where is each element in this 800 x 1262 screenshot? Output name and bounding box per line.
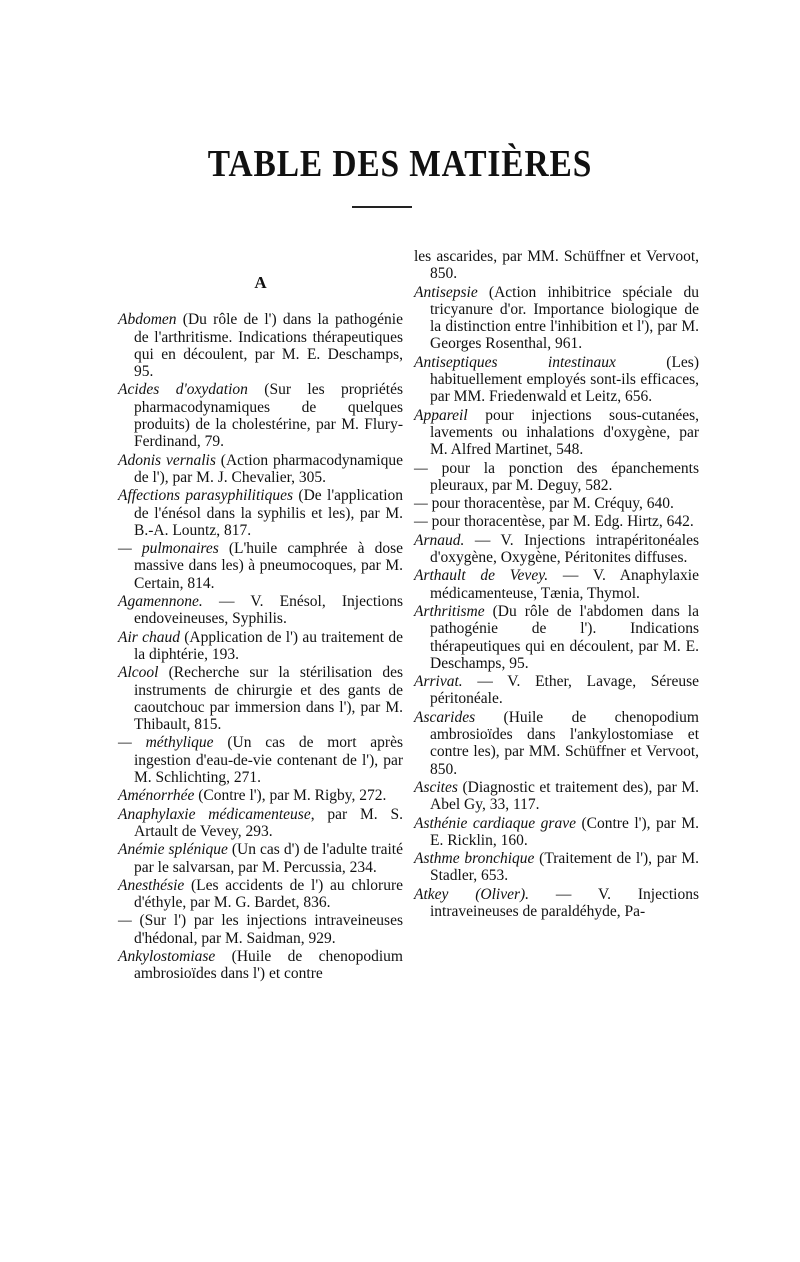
- entry-keyword: Appareil: [414, 406, 468, 424]
- index-entry: [414, 673, 699, 708]
- page-title: TABLE DES MATIÈRES: [207, 143, 593, 185]
- left-entries: [118, 311, 403, 982]
- entry-text: pour injections sous-cutanées, lavements ou inhalations d'oxygène, par M. Alfred Martinet, 548.: [430, 406, 699, 459]
- entry-text: (Contre l'), par M. E. Ricklin, 160.: [430, 814, 699, 849]
- entry-keyword: Atkey (Oliver).: [414, 885, 530, 903]
- index-entry: [118, 452, 403, 487]
- entry-text: (Du rôle de l') dans la pathogénie de l'arthritisme. Indications thérapeutiques qui en découlent, par M. E. Deschamps, 95.: [134, 311, 403, 381]
- entry-text: — V. Enésol, Injections endoveineuses, Syphilis.: [134, 593, 403, 628]
- entry-keyword: Acides d'oxydation: [118, 381, 248, 399]
- index-entry: [118, 629, 403, 664]
- entry-text: (Action pharmacodynamique de l'), par M. J. Chevalier, 305.: [134, 451, 403, 486]
- title-rule: [352, 206, 412, 208]
- index-entry: [414, 779, 699, 814]
- entry-text: (Diagnostic et traitement des), par M. Abel Gy, 33, 117.: [430, 778, 699, 814]
- entry-keyword: Arthault de Vevey.: [414, 567, 549, 585]
- entry-text: les ascarides, par MM. Schüffner et Vervoot, 850.: [414, 248, 699, 283]
- index-entry: [414, 567, 699, 602]
- entry-text: — V. Injections intraveineuses de paraldéhyde, Pa-: [430, 885, 699, 920]
- entry-text: — V. Injections intrapéritonéales d'oxygène, Oxygène, Péritonites diffuses.: [430, 531, 699, 567]
- entry-text: pour thoracentèse, par M. Créquy, 640.: [427, 495, 674, 513]
- entry-text: — V. Anaphylaxie médicamenteuse, Tænia, Thymol.: [430, 567, 699, 602]
- index-entry: [414, 815, 699, 850]
- entry-keyword: Ascarides: [414, 708, 476, 726]
- entry-text: pour thoracentèse, par M. Edg. Hirtz, 642.: [427, 513, 694, 531]
- index-entry: [414, 709, 699, 778]
- entry-keyword: Antisepsie: [414, 283, 478, 301]
- entry-keyword: Aménorrhée: [118, 787, 195, 805]
- index-entry: [414, 460, 699, 495]
- entry-keyword: Asthénie cardiaque grave: [414, 814, 576, 832]
- index-entry: [414, 532, 699, 567]
- entry-keyword: Arthritisme: [414, 602, 485, 620]
- entry-text: (De l'application de l'énésol dans la syphilis et les), par M. B.-A. Lountz, 817.: [134, 487, 403, 539]
- entry-text: (Les accidents de l') au chlorure d'éthyle, par M. G. Bardet, 836.: [134, 876, 403, 912]
- index-entry: [414, 886, 699, 921]
- entry-keyword: Air chaud: [118, 628, 180, 646]
- index-entry: [414, 407, 699, 459]
- entry-text: (Un cas de mort après ingestion d'eau-de-vie contenant de l'), par M. Schlichting, 271.: [134, 734, 403, 787]
- entry-keyword: —: [414, 495, 428, 513]
- entry-keyword: — pulmonaires: [118, 540, 219, 558]
- entry-keyword: Antiseptiques intestinaux: [414, 353, 616, 371]
- entry-text: (Sur l') par les injections intraveineuses d'hédonal, par M. Saidman, 929.: [131, 912, 403, 947]
- entry-keyword: Adonis vernalis: [118, 451, 216, 469]
- entry-keyword: —: [414, 459, 428, 477]
- entry-text: (Un cas d') de l'adulte traité par le salvarsan, par M. Percussia, 234.: [134, 841, 403, 876]
- entry-keyword: Anaphylaxie médicamenteuse: [118, 805, 311, 823]
- left-column: [118, 274, 403, 984]
- index-entry: [414, 284, 699, 353]
- entry-keyword: Ascites: [414, 778, 458, 796]
- entry-text: (Contre l'), par M. Rigby, 272.: [194, 787, 387, 805]
- entry-keyword: Alcool: [118, 664, 159, 682]
- index-entry: [118, 912, 403, 947]
- entry-keyword: Agamennone.: [118, 593, 203, 611]
- entry-text: (Application de l') au traitement de la diphtérie, 193.: [134, 628, 404, 663]
- index-entry: [118, 381, 403, 450]
- index-entry: [414, 603, 699, 672]
- entry-text: (Huile de chenopodium ambrosioïdes dans l') et contre: [134, 947, 403, 983]
- index-entry: [414, 354, 699, 406]
- entry-text: — V. Ether, Lavage, Séreuse péritonéale.: [430, 673, 699, 708]
- entry-text: (Les) habituellement employés sont-ils efficaces, par MM. Friedenwald et Leitz, 656.: [430, 353, 699, 406]
- entry-keyword: Ankylostomiase: [118, 947, 216, 965]
- entry-text: (Sur les propriétés pharmacodynamiques de quelques produits) de la cholestérine, par M. Flury-Ferdinand, 79.: [134, 381, 403, 451]
- entry-text: (Action inhibitrice spéciale du tricyanure d'or. Importance biologique de la distinction entre l'inhibition et l'), par M. Georges Rosenthal, 961.: [430, 283, 699, 353]
- index-entry: [414, 495, 699, 512]
- index-entry: [118, 311, 403, 380]
- index-entry: [118, 540, 403, 592]
- index-entry: [118, 593, 403, 628]
- entry-text: (Du rôle de l'abdomen dans la pathogénie de l'). Indications thérapeutiques qui en découlent, par M. E. Deschamps, 95.: [430, 602, 699, 672]
- entry-keyword: Arrivat.: [414, 673, 463, 691]
- right-entries: [414, 248, 699, 920]
- index-entry: [118, 948, 403, 983]
- entry-keyword: Affections parasyphilitiques: [118, 487, 294, 505]
- index-entry: [118, 734, 403, 786]
- entry-keyword: Arnaud.: [414, 531, 465, 549]
- entry-text: (L'huile camphrée à dose massive dans les) à pneumocoques, par M. Certain, 814.: [134, 540, 403, 592]
- entry-keyword: Asthme bronchique: [414, 850, 535, 868]
- index-entry: [118, 877, 403, 912]
- index-entry: [414, 513, 699, 530]
- section-letter: A: [254, 273, 267, 292]
- index-entry: [118, 806, 403, 841]
- index-entry: [118, 487, 403, 539]
- entry-keyword: — méthylique: [118, 734, 214, 752]
- entry-text: (Traitement de l'), par M. Stadler, 653.: [430, 850, 699, 885]
- entry-keyword: Abdomen: [118, 311, 177, 329]
- entry-text: , par M. S. Artault de Vevey, 293.: [134, 805, 403, 840]
- entry-keyword: —: [118, 912, 132, 930]
- entry-keyword: —: [414, 513, 428, 531]
- index-entry: [118, 664, 403, 733]
- entry-keyword: Anémie splénique: [118, 841, 228, 859]
- entry-keyword: Anesthésie: [118, 876, 185, 894]
- entry-text: pour la ponction des épanchements pleuraux, par M. Deguy, 582.: [427, 459, 699, 494]
- index-entry: [414, 248, 699, 283]
- entry-text: (Recherche sur la stérilisation des instruments de chirurgie et des gants de caoutchouc par immersion dans l'), par M. Thibault, 815.: [134, 664, 403, 734]
- entry-text: (Huile de chenopodium ambrosioïdes dans l'ankylostomiase et contre les), par MM. Schüffner et Vervoot, 850.: [430, 708, 699, 778]
- index-entry: [414, 850, 699, 885]
- right-column: [414, 248, 699, 921]
- index-entry: [118, 787, 403, 804]
- index-entry: [118, 841, 403, 876]
